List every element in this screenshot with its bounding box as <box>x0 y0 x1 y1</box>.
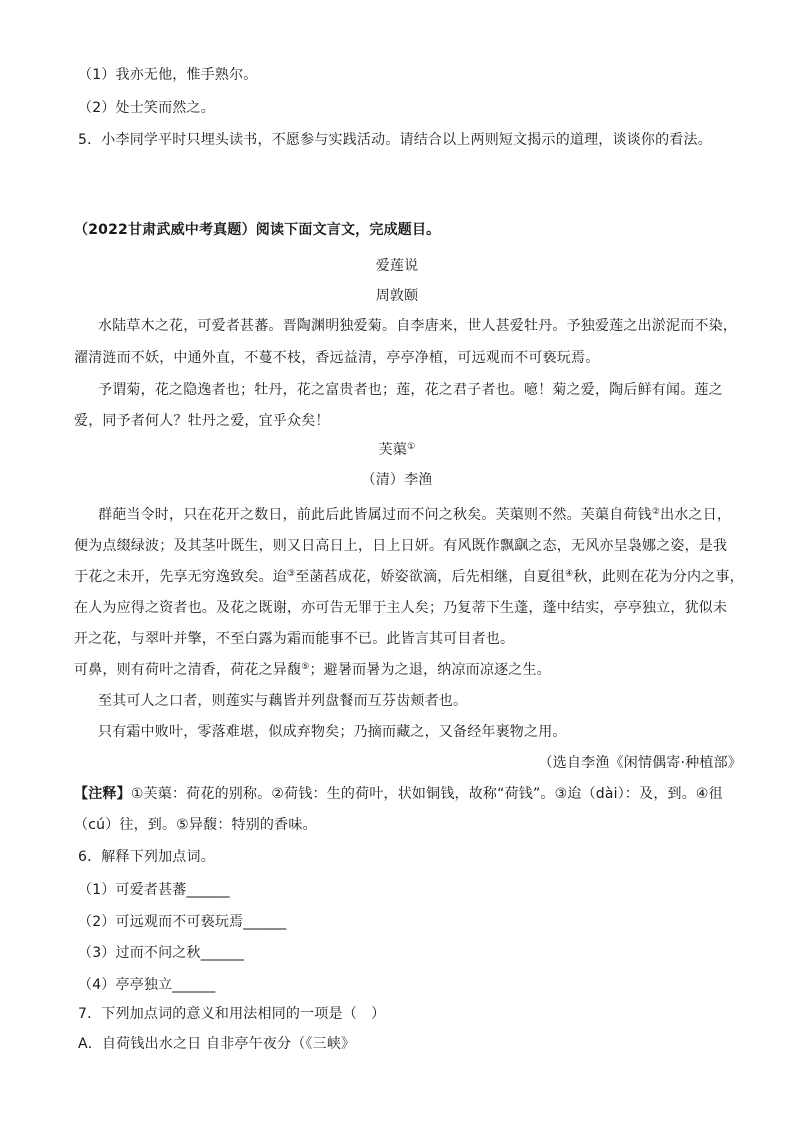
question-7-stem: 7．下列加点词的意义和用法相同的一项是（ ） <box>78 1006 386 1022</box>
text1-line-1: 水陆草木之花，可爱者甚蕃。晋陶渊明独爱菊。自李唐来，世人甚爱牡丹。予独爱莲之出淤泥而不染， <box>98 318 737 334</box>
section-heading: （2022甘肃武威中考真题）阅读下面文言文，完成题目。 <box>74 222 441 238</box>
note-marker-5: ⑤ <box>301 662 310 672</box>
text2-line-4: 在人为应得之资者也。及花之既谢，亦可告无罪于主人矣；乃复蒂下生蓬，蓬中结实，亭亭独立，犹似未 <box>74 600 728 616</box>
question-6-item-4: （4）亭亭独立______ <box>78 977 216 993</box>
question-6-item-3: （3）过而不问之秋______ <box>78 945 244 961</box>
text1-line-3: 予谓菊，花之隐逸者也；牡丹，花之富贵者也；莲，花之君子者也。噫！菊之爱，陶后鲜有闻。莲之 <box>98 382 723 398</box>
notes-label: 【注释】 <box>74 786 131 802</box>
note-marker-4: ④ <box>565 569 574 579</box>
question-4-item-2: （2）处士笑而然之。 <box>78 100 215 116</box>
text2-author: （清）李渔 <box>361 472 433 488</box>
text2-line-5: 开之花，与翠叶并擎，不至白露为霜而能事不已。此皆言其可目者也。 <box>74 631 515 647</box>
question-6-item-2: （2）可远观而不可亵玩焉______ <box>78 914 287 930</box>
notes-line-2: （cú）往，到。⑤异馥：特别的香味。 <box>74 817 317 833</box>
note-marker-2: ② <box>651 507 661 517</box>
text2-line-2: 便为点缀绿波；及其茎叶既生，则又日高日上，日上日妍。有风既作飘飖之态，无风亦呈袅娜之姿，是我 <box>74 538 728 554</box>
question-6-item-1: （1）可爱者甚蕃______ <box>78 882 230 898</box>
text2-source: （选自李渔《闲情偶寄·种植部》 <box>538 755 742 771</box>
text2-line-6: 可鼻，则有荷叶之清香，荷花之异馥⑤；避暑而暑为之退，纳凉而凉逐之生。 <box>74 662 551 678</box>
notes-line-1: 【注释】①芙蕖：荷花的别称。②荷钱：生的荷叶，状如铜钱，故称“荷钱”。③迨（dài）：及，到。④徂 <box>74 786 723 802</box>
text2-line-8: 只有霜中败叶，零落难堪，似成弃物矣；乃摘而藏之，又备经年裹物之用。 <box>98 724 567 740</box>
text2-line-7: 至其可人之口者，则莲实与藕皆并列盘餐而互芬齿颊者也。 <box>98 693 468 709</box>
question-4-item-1: （1）我亦无他，惟手熟尔。 <box>78 67 258 83</box>
note-marker-1: ① <box>407 442 416 452</box>
text2-line-3: 于花之未开，先享无穷逸致矣。迨③至菡萏成花，娇姿欲滴，后先相继，自夏徂④秋，此则在花为分内之事， <box>74 569 744 585</box>
question-6-stem: 6．解释下列加点词。 <box>78 849 215 865</box>
text1-line-4: 爱，同予者何人？牡丹之爱，宜乎众矣！ <box>74 413 330 429</box>
text1-title: 爱莲说 <box>375 258 419 274</box>
text2-title: 芙蕖① <box>378 442 416 458</box>
text2-line-1: 群葩当令时，只在花开之数日，前此后此皆属过而不问之秋矣。芙蕖则不然。芙蕖自荷钱②出水之日， <box>98 507 732 523</box>
text1-author: 周敦颐 <box>375 288 419 304</box>
question-7-option-a: A．自荷钱出水之日 自非亭午夜分（《三峡》 <box>78 1036 356 1052</box>
note-marker-3: ③ <box>287 569 296 579</box>
question-5: 5．小李同学平时只埋头读书，不愿参与实践活动。请结合以上两则短文揭示的道理，谈谈你的看法。 <box>78 132 712 148</box>
text1-line-2: 濯清涟而不妖，中通外直，不蔓不枝，香远益清，亭亭净植，可远观而不可亵玩焉。 <box>74 350 600 366</box>
